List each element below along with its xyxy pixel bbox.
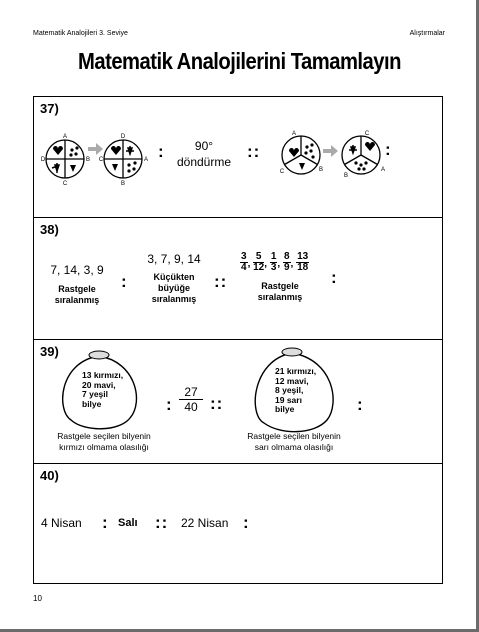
fraction: $\frac{3}{4}$ bbox=[241, 251, 247, 273]
ratio-separator: : bbox=[102, 513, 108, 532]
fraction: $\frac{5}{12}$ bbox=[253, 251, 265, 273]
circle-figure-1 bbox=[46, 140, 84, 178]
fraction-sequence: $\frac{3}{4}$ , $\frac{5}{12}$ , $\frac{1}{3}$ , $\frac{8}{9}$ , $\frac{13}{18}$ bbox=[241, 251, 309, 273]
question-37-box bbox=[33, 96, 443, 218]
bag-1-line: 20 mavi, bbox=[82, 379, 116, 390]
sequence-1-label-2: sıralanmış bbox=[54, 295, 100, 305]
ratio-separator: : bbox=[166, 395, 172, 414]
bag-1-line: 13 kırmızı, bbox=[82, 370, 124, 380]
fraction: $\frac{13}{18}$ bbox=[297, 251, 309, 273]
sequence-2-label-2: büyüğe bbox=[157, 283, 190, 293]
analogy-separator: :: bbox=[155, 513, 169, 532]
sequence-2-label-1: Küçükten bbox=[153, 272, 195, 282]
circle3-label-b: B bbox=[318, 167, 324, 173]
bag-1-caption-2: kırmızı olmama olasılığı bbox=[59, 442, 149, 452]
fraction: $\frac{8}{9}$ bbox=[283, 251, 290, 273]
circle1-label-c: C bbox=[62, 181, 68, 187]
question-number: 40) bbox=[40, 468, 59, 483]
sequence-1: 7, 14, 3, 9 bbox=[50, 263, 104, 277]
term-3: 22 Nisan bbox=[181, 516, 229, 530]
bag-1-caption-1: Rastgele seçilen bilyenin bbox=[57, 431, 151, 441]
answer-fraction bbox=[179, 385, 203, 414]
circle3-label-c: C bbox=[279, 169, 285, 175]
bag-2-contents bbox=[275, 367, 316, 415]
circle1-label-d: D bbox=[40, 157, 46, 163]
circle1-label-b: B bbox=[85, 157, 91, 163]
bag-2-line: bilye bbox=[275, 404, 295, 414]
question-38-box bbox=[33, 217, 443, 340]
ratio-separator: : bbox=[243, 513, 249, 532]
term-1: 4 Nisan bbox=[41, 516, 82, 530]
circle4-label-a: A bbox=[380, 167, 386, 173]
circle-figure-3 bbox=[279, 136, 320, 175]
analogy-separator: :: bbox=[214, 272, 228, 291]
circle2-label-c: C bbox=[98, 157, 104, 163]
bag-2-caption-2: sarı olmama olasılığı bbox=[254, 442, 334, 452]
ratio-separator: : bbox=[158, 142, 164, 161]
bag-2-line: 12 mavi, bbox=[275, 375, 309, 386]
question-number: 38) bbox=[40, 222, 59, 237]
sequence-3-label-2: sıralanmış bbox=[257, 292, 303, 302]
header-section: Alıştırmalar bbox=[409, 30, 445, 37]
bag-2-caption-1: Rastgele seçilen bilyenin bbox=[247, 431, 341, 441]
circle-figure-4 bbox=[342, 136, 380, 174]
circle4-label-c: C bbox=[364, 131, 370, 137]
ratio-separator: : bbox=[121, 272, 127, 291]
header-book-title: Matematik Analojileri 3. Seviye bbox=[33, 30, 128, 37]
circle3-label-a: A bbox=[291, 131, 297, 137]
answer-denominator: 40 bbox=[184, 400, 198, 414]
bag-1-contents bbox=[82, 371, 123, 409]
question-40-box bbox=[33, 463, 443, 584]
analogy-separator: :: bbox=[210, 394, 224, 413]
fraction: $\frac{1}{3}$ bbox=[270, 251, 277, 273]
page-number: 10 bbox=[33, 594, 42, 603]
question-39-box bbox=[33, 339, 443, 464]
ratio-separator: : bbox=[331, 268, 337, 287]
question-number: 37) bbox=[40, 101, 59, 116]
sequence-3-label-1: Rastgele bbox=[261, 281, 299, 291]
sequence-1-label-1: Rastgele bbox=[58, 284, 96, 294]
circle-figure-2 bbox=[104, 140, 142, 178]
sequence-2-label-3: sıralanmış bbox=[151, 294, 197, 304]
rotation-label-angle: 90° bbox=[194, 139, 214, 153]
term-2: Salı bbox=[118, 517, 138, 529]
sequence-2: 3, 7, 9, 14 bbox=[147, 252, 201, 266]
answer-numerator: 27 bbox=[179, 385, 203, 400]
circle2-label-d: D bbox=[120, 134, 126, 140]
analogy-separator: :: bbox=[247, 142, 261, 161]
bag-1-line: bilye bbox=[82, 398, 102, 409]
bag-2-line: 19 sarı bbox=[275, 394, 302, 405]
circle2-label-a: A bbox=[143, 157, 149, 163]
arrow-right-icon bbox=[323, 145, 338, 157]
circle1-label-a: A bbox=[62, 134, 68, 140]
arrow-right-icon bbox=[88, 143, 103, 155]
circle4-label-b: B bbox=[343, 173, 349, 179]
question-number: 39) bbox=[40, 344, 59, 359]
circle2-label-b: B bbox=[120, 181, 126, 187]
ratio-separator: : bbox=[357, 395, 363, 414]
bag-1-line: 7 yeşil bbox=[82, 389, 108, 399]
bag-2-line: 8 yeşil, bbox=[275, 385, 304, 395]
page-title: Matematik Analojilerini Tamamlayın bbox=[78, 48, 401, 74]
rotation-label-text: döndürme bbox=[176, 155, 232, 169]
bag-2-line: 21 kırmızı, bbox=[275, 366, 317, 376]
ratio-separator: : bbox=[385, 140, 391, 159]
